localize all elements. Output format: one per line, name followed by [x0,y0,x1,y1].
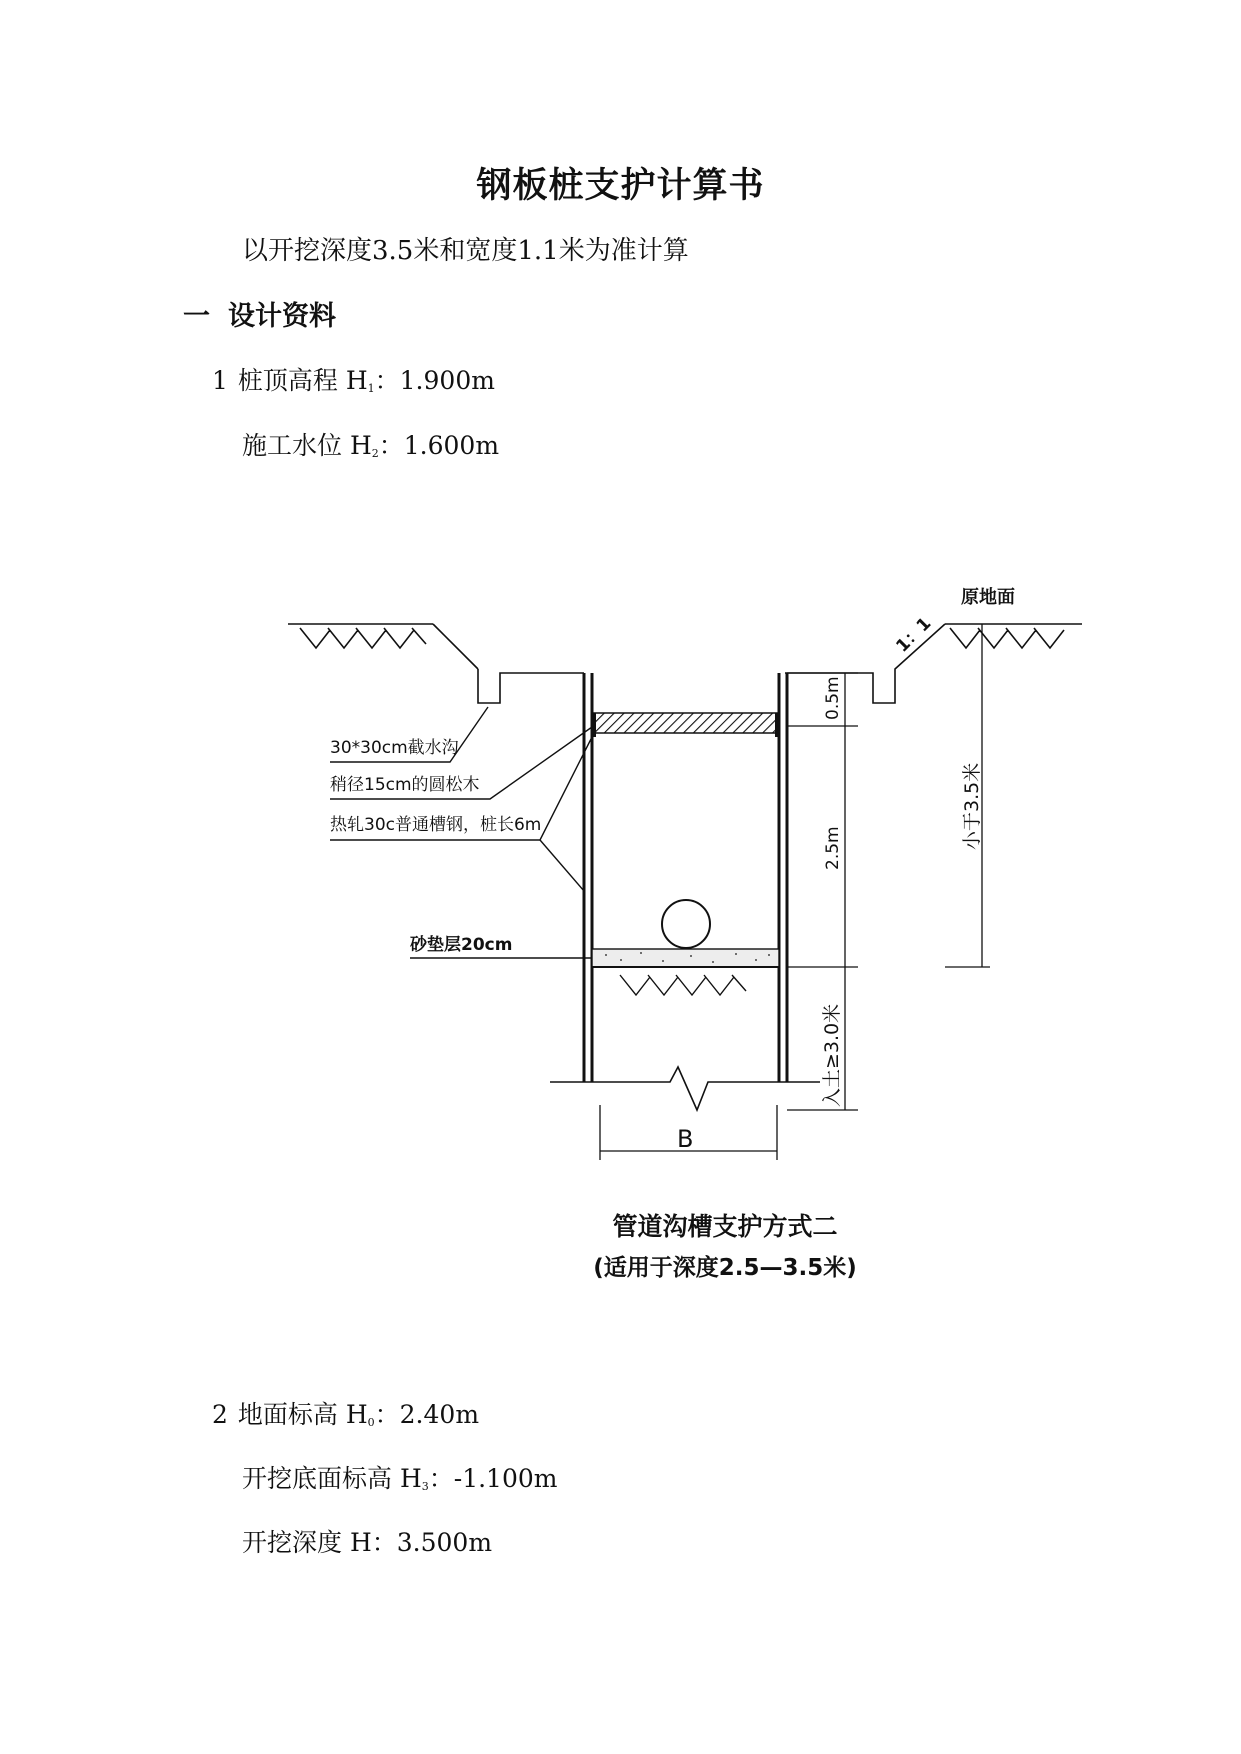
sand-cushion [592,949,779,967]
item-value: ：2.40m [374,1400,480,1429]
ditch-label: 30*30cm截水沟 [330,738,459,758]
section-title: 设计资料 [228,301,336,332]
channel-steel-label: 热轧30c普通槽钢，桩长6m [330,815,542,835]
item-subscript: 1 [367,382,375,395]
item-subscript: 0 [367,1416,375,1429]
slope-label: 1：1 [892,613,936,657]
item-label: 地面标高 H [237,1400,368,1429]
page-subtitle: 以开挖深度3.5米和宽度1.1米为准计算 [242,236,689,266]
page-title: 钢板桩支护计算书 [476,166,765,206]
sand-layer-label: 砂垫层20cm [410,935,513,955]
item-label: 开挖底面标高 H [242,1464,422,1493]
dim-2.5m-label: 2.5m [823,826,843,870]
diagram-caption: 管道沟槽支护方式二 [612,1212,838,1241]
bottom-elevation [242,1459,557,1495]
dim-0.5m-label: 0.5m [823,676,843,720]
item-value: ：-1.100m [428,1464,558,1493]
item-value: ：1.600m [378,431,500,460]
section-number: 一 [183,301,210,332]
item-subscript: 2 [371,447,379,460]
item-number: 2 [212,1400,228,1429]
width-b-label: B [677,1125,694,1153]
ground-profile [288,624,1082,703]
item-label: 开挖深度 H [242,1528,372,1557]
dim-depth-label: 小于3.5米 [961,762,983,850]
item-subscript: 3 [421,1480,429,1493]
diagram-caption-note: (适用于深度2.5—3.5米) [593,1255,857,1281]
item-label: 桩顶高程 H [237,366,368,395]
dimension-lines [600,624,990,1160]
item-value: ：1.900m [374,366,495,395]
ground-label: 原地面 [961,587,1015,608]
item-label: 施工水位 H [242,431,372,460]
item-value: ：3.500m [371,1528,493,1557]
timber-brace [594,713,777,737]
base-soil-hatch [620,975,746,995]
dim-embedment-label: 入土≥3.0米 [821,1003,843,1107]
pipe [662,900,710,948]
item-number: 1 [212,366,228,395]
excavation-depth [242,1523,492,1559]
sheet-piles [584,673,787,1082]
timber-label: 稍径15cm的圆松木 [330,775,480,795]
ground-elevation [212,1395,479,1431]
